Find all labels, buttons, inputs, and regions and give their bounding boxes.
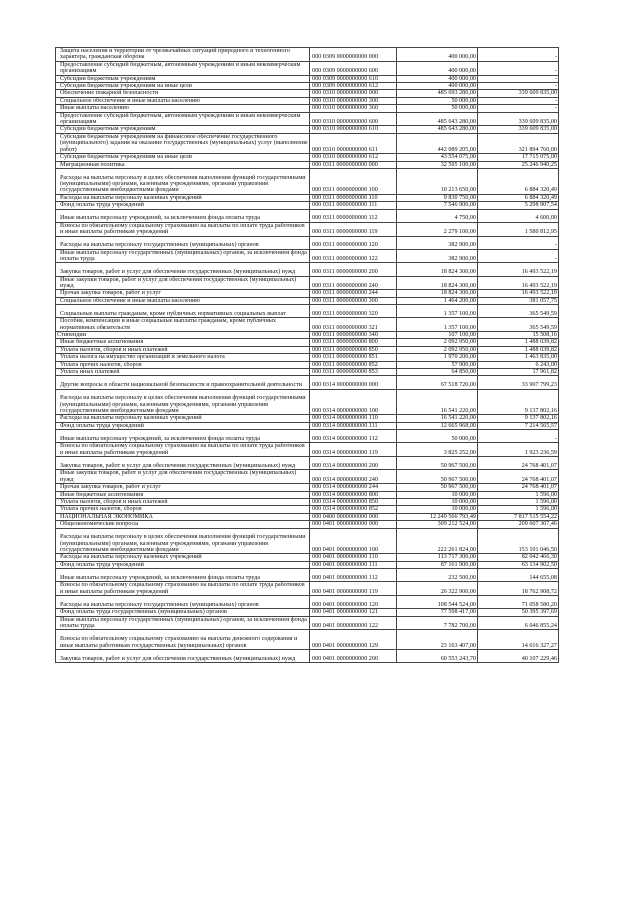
row-executed-cell: -	[478, 236, 559, 249]
row-name-cell: Иные выплаты персоналу государственных (муниципальных) органов, за исключением фонда оплаты труда	[56, 616, 310, 630]
row-executed-cell: 16 493 522,19	[478, 290, 559, 297]
table-row	[56, 491, 559, 498]
row-code-cell: 000 0311 0000000000 000	[310, 161, 397, 168]
row-executed-cell: 1 463 835,00	[478, 354, 559, 361]
row-approved-cell: 50 967 500,00	[397, 470, 478, 484]
row-name-cell: Фонд оплаты труда учреждений	[56, 202, 310, 209]
row-code-cell: 000 0311 0000000000 100	[310, 168, 397, 194]
row-approved-cell: 400 000,00	[397, 75, 478, 82]
row-approved-cell: 1 464 200,00	[397, 297, 478, 304]
row-name-cell: Иные выплаты персоналу учреждений, за исключением фонда оплаты труда	[56, 569, 310, 582]
row-executed-cell: 6 884 320,49	[478, 194, 559, 201]
row-name-cell: Пособия, компенсации и иные социальные выплаты гражданам, кроме публичных нормативных обязательств	[56, 318, 310, 332]
row-executed-cell: 14 616 327,27	[478, 630, 559, 650]
row-executed-cell: 4 600,00	[478, 209, 559, 222]
row-code-cell: 000 0311 0000000000 112	[310, 209, 397, 222]
row-approved-cell: 400 000,00	[397, 48, 478, 62]
row-code-cell: 000 0314 0000000000 800	[310, 491, 397, 498]
row-approved-cell: 12 249 566 793,49	[397, 513, 478, 520]
table-row	[56, 498, 559, 505]
row-code-cell: 000 0314 0000000000 852	[310, 506, 397, 513]
row-executed-cell: 24 768 401,07	[478, 470, 559, 484]
row-executed-cell: 9 137 802,16	[478, 389, 559, 415]
table-row	[56, 470, 559, 484]
row-code-cell: 000 0309 0000000000 600	[310, 61, 397, 75]
row-executed-cell: 339 609 835,00	[478, 90, 559, 97]
row-executed-cell: 6 243,00	[478, 361, 559, 368]
table-row	[56, 346, 559, 353]
row-approved-cell: 10 213 650,00	[397, 168, 478, 194]
row-code-cell: 000 0401 0000000000 122	[310, 616, 397, 630]
row-approved-cell: 485 643 280,00	[397, 112, 478, 126]
row-executed-cell: 18 762 908,72	[478, 582, 559, 596]
row-executed-cell: 339 609 835,00	[478, 112, 559, 126]
row-code-cell: 000 0401 0000000000 129	[310, 630, 397, 650]
row-name-cell: Фонд оплаты труда государственных (муниципальных) органов	[56, 609, 310, 616]
row-code-cell: 000 0311 0000000000 240	[310, 276, 397, 290]
table-row	[56, 305, 559, 318]
row-executed-cell: -	[478, 83, 559, 90]
row-name-cell: Субсидии бюджетным учреждениям	[56, 126, 310, 133]
row-approved-cell: 10 000,00	[397, 498, 478, 505]
table-row	[56, 222, 559, 236]
row-approved-cell: 113 717 300,00	[397, 554, 478, 561]
row-approved-cell: 50 000,00	[397, 97, 478, 104]
row-code-cell: 000 0311 0000000000 300	[310, 297, 397, 304]
row-executed-cell: 63 134 902,50	[478, 561, 559, 568]
row-approved-cell: 485 693 280,00	[397, 90, 478, 97]
row-name-cell: Расходы на выплаты персоналу казенных учреждений	[56, 194, 310, 201]
row-name-cell: Расходы на выплаты персоналу казенных учреждений	[56, 554, 310, 561]
row-approved-cell: 50 967 500,00	[397, 457, 478, 470]
row-code-cell: 000 0401 0000000000 110	[310, 554, 397, 561]
table-row	[56, 415, 559, 422]
row-code-cell: 000 0401 0000000000 120	[310, 596, 397, 609]
row-executed-cell: 40 107 229,46	[478, 649, 559, 662]
row-approved-cell: 1 357 100,00	[397, 318, 478, 332]
row-code-cell: 000 0401 0000000000 119	[310, 582, 397, 596]
row-code-cell: 000 0314 0000000000 200	[310, 457, 397, 470]
row-executed-cell: 7 817 515 554,22	[478, 513, 559, 520]
row-code-cell: 000 0314 0000000000 111	[310, 422, 397, 429]
table-row	[56, 389, 559, 415]
row-name-cell: Уплата налога на имущество организаций и земельного налога	[56, 354, 310, 361]
table-row	[56, 609, 559, 616]
row-name-cell: Социальное обеспечение и иные выплаты населению	[56, 97, 310, 104]
budget-report-page	[55, 47, 557, 663]
row-executed-cell: 6 884 320,49	[478, 168, 559, 194]
row-approved-cell: 43 554 075,00	[397, 154, 478, 161]
table-row	[56, 332, 559, 339]
row-approved-cell: 9 830 750,00	[397, 194, 478, 201]
row-executed-cell: 33 907 799,23	[478, 376, 559, 389]
row-approved-cell: 7 782 700,00	[397, 616, 478, 630]
row-executed-cell: 321 894 760,00	[478, 133, 559, 153]
table-row	[56, 154, 559, 161]
table-row	[56, 48, 559, 62]
row-executed-cell: -	[478, 249, 559, 263]
row-executed-cell: 5 298 907,54	[478, 202, 559, 209]
table-row	[56, 443, 559, 457]
row-name-cell: Предоставление субсидий бюджетным, автономным учреждениям и иным некоммерческим организациям	[56, 112, 310, 126]
row-executed-cell: 16 493 522,19	[478, 276, 559, 290]
table-row	[56, 90, 559, 97]
budget-execution-table	[55, 47, 559, 663]
table-row	[56, 506, 559, 513]
row-name-cell: Расходы на выплаты персоналу государственных (муниципальных) органов	[56, 236, 310, 249]
row-name-cell: Социальные выплаты гражданам, кроме публичных нормативных социальных выплат	[56, 305, 310, 318]
table-row	[56, 484, 559, 491]
table-row	[56, 290, 559, 297]
row-approved-cell: 50 967 500,00	[397, 484, 478, 491]
row-name-cell: Уплата налогов, сборов и иных платежей	[56, 498, 310, 505]
row-executed-cell: 144 655,08	[478, 569, 559, 582]
row-code-cell: 000 0311 0000000000 851	[310, 354, 397, 361]
row-code-cell: 000 0401 0000000000 100	[310, 528, 397, 554]
table-row	[56, 369, 559, 376]
row-name-cell: Фонд оплаты труда учреждений	[56, 422, 310, 429]
table-row	[56, 112, 559, 126]
row-code-cell: 000 0309 0000000000 612	[310, 83, 397, 90]
row-executed-cell: 153 101 046,50	[478, 528, 559, 554]
row-name-cell: Общеэкономические вопросы	[56, 521, 310, 528]
row-approved-cell: 442 089 205,00	[397, 133, 478, 153]
table-row	[56, 297, 559, 304]
row-code-cell: 000 0311 0000000000 200	[310, 263, 397, 276]
row-name-cell: Иные бюджетные ассигнования	[56, 491, 310, 498]
row-name-cell: Иные бюджетные ассигнования	[56, 339, 310, 346]
row-name-cell: Защита населения и территории от чрезвычайных ситуаций природного и техногенного характера, гражданская оборона	[56, 48, 310, 62]
row-approved-cell: 32 595 100,00	[397, 161, 478, 168]
row-executed-cell: 1 488 039,82	[478, 346, 559, 353]
table-row	[56, 194, 559, 201]
row-name-cell: Взносы по обязательному социальному страхованию на выплаты по оплате труда работников и иные выплаты работникам учреждений	[56, 582, 310, 596]
row-code-cell: 000 0314 0000000000 244	[310, 484, 397, 491]
row-executed-cell: 24 768 401,07	[478, 457, 559, 470]
row-name-cell: Иные закупки товаров, работ и услуг для обеспечения государственных (муниципальных) нужд	[56, 470, 310, 484]
row-executed-cell: 17 715 075,00	[478, 154, 559, 161]
row-code-cell: 000 0401 0000000000 200	[310, 649, 397, 662]
table-row	[56, 457, 559, 470]
row-name-cell: Субсидии бюджетным учреждениям	[56, 75, 310, 82]
row-executed-cell: 50 395 397,69	[478, 609, 559, 616]
row-code-cell: 000 0311 0000000000 852	[310, 361, 397, 368]
row-approved-cell: 10 000,00	[397, 506, 478, 513]
table-row	[56, 168, 559, 194]
row-executed-cell: 24 768 401,07	[478, 484, 559, 491]
row-approved-cell: 16 541 220,00	[397, 389, 478, 415]
table-row	[56, 263, 559, 276]
table-row	[56, 276, 559, 290]
row-name-cell: Прочая закупка товаров, работ и услуг	[56, 484, 310, 491]
table-row	[56, 430, 559, 443]
row-executed-cell: 1 580 812,95	[478, 222, 559, 236]
row-code-cell: 000 0311 0000000000 120	[310, 236, 397, 249]
table-row	[56, 236, 559, 249]
table-row	[56, 521, 559, 528]
table-row	[56, 105, 559, 112]
row-code-cell: 000 0401 0000000000 111	[310, 561, 397, 568]
table-row	[56, 569, 559, 582]
row-approved-cell: 64 850,00	[397, 369, 478, 376]
row-approved-cell: 232 500,00	[397, 569, 478, 582]
row-code-cell: 000 0310 0000000000 360	[310, 105, 397, 112]
row-code-cell: 000 0314 0000000000 110	[310, 415, 397, 422]
row-approved-cell: 3 825 252,00	[397, 443, 478, 457]
row-approved-cell: 2 092 950,00	[397, 339, 478, 346]
row-approved-cell: 309 212 524,00	[397, 521, 478, 528]
row-approved-cell: 2 279 100,00	[397, 222, 478, 236]
row-executed-cell: 9 137 802,16	[478, 415, 559, 422]
row-name-cell: Уплата налогов, сборов и иных платежей	[56, 346, 310, 353]
row-name-cell: Субсидии бюджетным учреждениям на финансовое обеспечение государственного (муниципального) задания на оказание государственных (муниципальных) услуг (выполнение работ)	[56, 133, 310, 153]
row-code-cell: 000 0311 0000000000 122	[310, 249, 397, 263]
row-name-cell: Взносы по обязательному социальному страхованию на выплаты денежного содержания и иные выплаты работникам государственных (муниципальных) органов	[56, 630, 310, 650]
table-row	[56, 513, 559, 520]
row-name-cell: Прочая закупка товаров, работ и услуг	[56, 290, 310, 297]
row-executed-cell: -	[478, 105, 559, 112]
table-row	[56, 249, 559, 263]
row-code-cell: 000 0311 0000000000 853	[310, 369, 397, 376]
row-code-cell: 000 0311 0000000000 800	[310, 339, 397, 346]
row-code-cell: 000 0311 0000000000 340	[310, 332, 397, 339]
row-approved-cell: 87 161 900,00	[397, 561, 478, 568]
row-approved-cell: 382 900,00	[397, 236, 478, 249]
row-executed-cell: -	[478, 430, 559, 443]
row-approved-cell: 1 970 200,00	[397, 354, 478, 361]
row-code-cell: 000 0401 0000000000 121	[310, 609, 397, 616]
row-code-cell: 000 0400 0000000000 000	[310, 513, 397, 520]
row-code-cell: 000 0314 0000000000 850	[310, 498, 397, 505]
row-name-cell: Уплата иных платежей	[56, 369, 310, 376]
row-name-cell: Иные выплаты персоналу учреждений, за исключением фонда оплаты труда	[56, 209, 310, 222]
row-name-cell: Взносы по обязательному социальному страхованию на выплаты по оплате труда работников и иные выплаты работникам учреждений	[56, 443, 310, 457]
row-name-cell: Субсидии бюджетным учреждениям на иные цели	[56, 83, 310, 90]
row-executed-cell: -	[478, 48, 559, 62]
row-code-cell: 000 0310 0000000000 610	[310, 126, 397, 133]
row-approved-cell: 12 665 968,00	[397, 422, 478, 429]
row-approved-cell: 77 598 417,00	[397, 609, 478, 616]
row-name-cell: Другие вопросы в области национальной безопасности и правоохранительной деятельности	[56, 376, 310, 389]
table-row	[56, 318, 559, 332]
row-executed-cell: 25 246 940,25	[478, 161, 559, 168]
row-code-cell: 000 0311 0000000000 320	[310, 305, 397, 318]
row-executed-cell: 1 488 039,82	[478, 339, 559, 346]
row-name-cell: Иные выплаты персоналу учреждений, за исключением фонда оплаты труда	[56, 430, 310, 443]
row-executed-cell: -	[478, 75, 559, 82]
row-name-cell: Уплата прочих налогов, сборов	[56, 506, 310, 513]
row-executed-cell: 1 596,00	[478, 506, 559, 513]
table-row	[56, 630, 559, 650]
row-name-cell: Иные закупки товаров, работ и услуг для обеспечения государственных (муниципальных) нужд	[56, 276, 310, 290]
row-code-cell: 000 0401 0000000000 112	[310, 569, 397, 582]
row-name-cell: Фонд оплаты труда учреждений	[56, 561, 310, 568]
row-executed-cell: 209 607 307,46	[478, 521, 559, 528]
row-approved-cell: 50 000,00	[397, 430, 478, 443]
row-code-cell: 000 0314 0000000000 000	[310, 376, 397, 389]
table-row	[56, 596, 559, 609]
row-name-cell: Субсидии бюджетным учреждениям на иные цели	[56, 154, 310, 161]
table-row	[56, 528, 559, 554]
table-row	[56, 75, 559, 82]
row-approved-cell: 1 357 100,00	[397, 305, 478, 318]
row-approved-cell: 485 643 280,00	[397, 126, 478, 133]
row-executed-cell: -	[478, 61, 559, 75]
table-row	[56, 133, 559, 153]
row-approved-cell: 107 100,00	[397, 332, 478, 339]
row-name-cell: Социальное обеспечение и иные выплаты населению	[56, 297, 310, 304]
row-executed-cell: 365 549,59	[478, 305, 559, 318]
row-code-cell: 000 0309 0000000000 610	[310, 75, 397, 82]
row-executed-cell: 15 508,16	[478, 332, 559, 339]
row-name-cell: Закупка товаров, работ и услуг для обеспечения государственных (муниципальных) нужд	[56, 457, 310, 470]
row-name-cell: Миграционная политика	[56, 161, 310, 168]
table-row	[56, 376, 559, 389]
row-executed-cell: 339 609 835,00	[478, 126, 559, 133]
table-row	[56, 339, 559, 346]
row-approved-cell: 16 541 220,00	[397, 415, 478, 422]
budget-table-body	[56, 48, 559, 663]
row-name-cell: Иные выплаты населению	[56, 105, 310, 112]
row-executed-cell: 16 493 522,19	[478, 263, 559, 276]
row-name-cell: Расходы на выплаты персоналу казенных учреждений	[56, 415, 310, 422]
row-name-cell: Расходы на выплаты персоналу государственных (муниципальных) органов	[56, 596, 310, 609]
row-approved-cell: 400 000,00	[397, 83, 478, 90]
row-executed-cell: 82 042 466,30	[478, 554, 559, 561]
table-row	[56, 83, 559, 90]
row-approved-cell: 60 553 243,70	[397, 649, 478, 662]
row-name-cell: Закупка товаров, работ и услуг для обеспечения государственных (муниципальных) нужд	[56, 649, 310, 662]
row-approved-cell: 18 824 300,00	[397, 263, 478, 276]
row-name-cell: Предоставление субсидий бюджетным, автономным учреждениям и иным некоммерческим организациям	[56, 61, 310, 75]
row-code-cell: 000 0311 0000000000 110	[310, 194, 397, 201]
table-row	[56, 354, 559, 361]
row-code-cell: 000 0310 0000000000 000	[310, 90, 397, 97]
row-executed-cell: 365 549,59	[478, 318, 559, 332]
table-row	[56, 97, 559, 104]
table-row	[56, 422, 559, 429]
row-name-cell: Расходы на выплаты персоналу в целях обеспечения выполнения функций государственными (муниципальными) органами, казенными учреждениями, органами управления государственными внебюджетными фондами	[56, 168, 310, 194]
row-code-cell: 000 0311 0000000000 119	[310, 222, 397, 236]
row-executed-cell: 381 057,75	[478, 297, 559, 304]
row-name-cell: Закупка товаров, работ и услуг для обеспечения государственных (муниципальных) нужд	[56, 263, 310, 276]
table-row	[56, 561, 559, 568]
row-name-cell: Расходы на выплаты персоналу в целях обеспечения выполнения функций государственными (муниципальными) органами, казенными учреждениями, органами управления государственными внебюджетными фондами	[56, 528, 310, 554]
row-code-cell: 000 0314 0000000000 119	[310, 443, 397, 457]
row-code-cell: 000 0310 0000000000 300	[310, 97, 397, 104]
row-approved-cell: 10 000,00	[397, 491, 478, 498]
row-code-cell: 000 0314 0000000000 100	[310, 389, 397, 415]
row-executed-cell: -	[478, 97, 559, 104]
table-row	[56, 161, 559, 168]
row-code-cell: 000 0311 0000000000 244	[310, 290, 397, 297]
row-approved-cell: 50 000,00	[397, 105, 478, 112]
row-approved-cell: 400 000,00	[397, 61, 478, 75]
row-approved-cell: 222 261 824,00	[397, 528, 478, 554]
row-code-cell: 000 0311 0000000000 321	[310, 318, 397, 332]
row-approved-cell: 67 518 720,00	[397, 376, 478, 389]
row-code-cell: 000 0310 0000000000 600	[310, 112, 397, 126]
row-name-cell: НАЦИОНАЛЬНАЯ ЭКОНОМИКА	[56, 513, 310, 520]
row-approved-cell: 18 824 300,00	[397, 276, 478, 290]
table-row	[56, 209, 559, 222]
row-executed-cell: 6 046 855,24	[478, 616, 559, 630]
row-approved-cell: 23 163 407,00	[397, 630, 478, 650]
row-name-cell: Стипендии	[56, 332, 310, 339]
row-approved-cell: 2 092 950,00	[397, 346, 478, 353]
row-code-cell: 000 0401 0000000000 000	[310, 521, 397, 528]
row-name-cell: Уплата прочих налогов, сборов	[56, 361, 310, 368]
row-executed-cell: 1 596,00	[478, 491, 559, 498]
row-executed-cell: 7 214 565,57	[478, 422, 559, 429]
row-name-cell: Обеспечение пожарной безопасности	[56, 90, 310, 97]
row-executed-cell: 71 058 580,20	[478, 596, 559, 609]
row-name-cell: Взносы по обязательному социальному страхованию на выплаты по оплате труда работников и иные выплаты работникам учреждений	[56, 222, 310, 236]
row-code-cell: 000 0311 0000000000 111	[310, 202, 397, 209]
table-row	[56, 554, 559, 561]
table-row	[56, 126, 559, 133]
row-name-cell: Расходы на выплаты персоналу в целях обеспечения выполнения функций государственными (муниципальными) органами, казенными учреждениями, органами управления государственными внебюджетными фондами	[56, 389, 310, 415]
row-approved-cell: 4 750,00	[397, 209, 478, 222]
row-executed-cell: 17 961,82	[478, 369, 559, 376]
table-row	[56, 616, 559, 630]
row-code-cell: 000 0314 0000000000 240	[310, 470, 397, 484]
row-approved-cell: 108 544 524,00	[397, 596, 478, 609]
table-row	[56, 582, 559, 596]
row-approved-cell: 26 322 900,00	[397, 582, 478, 596]
row-code-cell: 000 0309 0000000000 000	[310, 48, 397, 62]
table-row	[56, 61, 559, 75]
row-approved-cell: 18 824 300,00	[397, 290, 478, 297]
row-name-cell: Иные выплаты персоналу государственных (муниципальных) органов, за исключением фонда оплаты труда	[56, 249, 310, 263]
table-row	[56, 361, 559, 368]
row-code-cell: 000 0310 0000000000 611	[310, 133, 397, 153]
row-code-cell: 000 0310 0000000000 612	[310, 154, 397, 161]
row-code-cell: 000 0311 0000000000 850	[310, 346, 397, 353]
row-executed-cell: 1 596,00	[478, 498, 559, 505]
table-row	[56, 649, 559, 662]
row-approved-cell: 382 900,00	[397, 249, 478, 263]
row-approved-cell: 57 900,00	[397, 361, 478, 368]
table-row	[56, 202, 559, 209]
row-executed-cell: 1 923 236,59	[478, 443, 559, 457]
row-approved-cell: 7 546 900,00	[397, 202, 478, 209]
row-code-cell: 000 0314 0000000000 112	[310, 430, 397, 443]
